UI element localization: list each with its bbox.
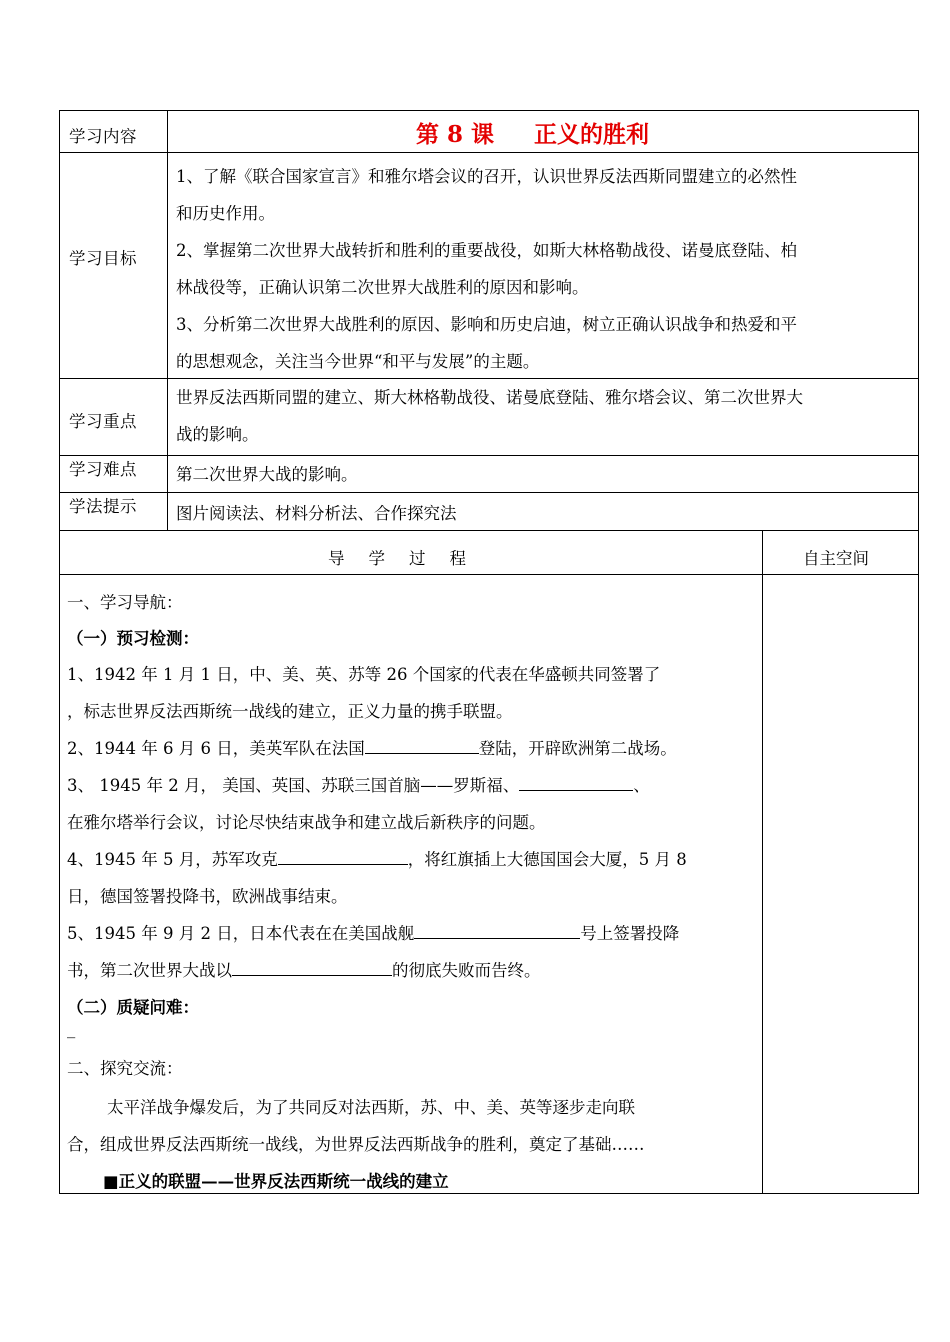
row-key-points bbox=[59, 378, 919, 455]
header-process: 导学过程 bbox=[328, 549, 490, 568]
header-self-space: 自主空间 bbox=[803, 549, 869, 568]
question-4-line2: 日，德国签署投降书，欧洲战事结束。 bbox=[67, 887, 348, 906]
answer-blank[interactable] bbox=[519, 776, 633, 791]
intro-line2: 合，组成世界反法西斯统一战线，为世界反法西斯战争的胜利，奠定了基础…… bbox=[67, 1135, 645, 1154]
question-5-line1: 5、1945 年 9 月 2 日，日本代表在在美国战舰 号上签署投降 bbox=[67, 924, 680, 943]
question-dash: _ bbox=[67, 1019, 76, 1038]
label-objectives: 学习目标 bbox=[69, 249, 137, 268]
lesson-plan-table bbox=[59, 110, 919, 1194]
question-1-line1: 1、1942 年 1 月 1 日，中、美、英、苏等 26 个国家的代表在华盛顿共同签署了 bbox=[67, 665, 661, 684]
label-difficulty: 学习难点 bbox=[69, 460, 137, 479]
answer-blank[interactable] bbox=[232, 961, 392, 976]
question-1-line2: ，标志世界反法西斯统一战线的建立，正义力量的携手联盟。 bbox=[67, 702, 513, 721]
sub-questions: （二）质疑问难： bbox=[67, 998, 199, 1017]
section-heading: ■正义的联盟——世界反法西斯统一战线的建立 bbox=[103, 1172, 449, 1191]
question-5-line2: 书，第二次世界大战以 的彻底失败而告终。 bbox=[67, 961, 541, 980]
question-2: 2、1944 年 6 月 6 日，美英军队在法国 登陆，开辟欧洲第二战场。 bbox=[67, 739, 677, 758]
objectives-text: 1、了解《联合国家宣言》和雅尔塔会议的召开，认识世界反法西斯同盟建立的必然性 和历史作用。 2、掌握第二次世界大战转折和胜利的重要战役，如斯大林格勒战役、诺曼底登陆、柏 林战役等，正确认识第二次世界大战胜利的原因和影响。 3、分析第二次世界大战胜利的原因、影响和历史启迪，树立正确认识战争和热爱和平 的思想观念，关注当今世界“和平与发展”的主题。 bbox=[176, 167, 797, 371]
section-explore: 二、探究交流： bbox=[67, 1059, 183, 1078]
row-objectives bbox=[59, 152, 919, 378]
section-navigation: 一、学习导航： bbox=[67, 593, 183, 612]
answer-blank[interactable] bbox=[278, 850, 408, 865]
intro-line1: 太平洋战争爆发后，为了共同反对法西斯，苏、中、美、英等逐步走向联 bbox=[107, 1098, 635, 1117]
row-content bbox=[59, 110, 919, 152]
answer-blank[interactable] bbox=[414, 924, 580, 939]
label-method: 学法提示 bbox=[69, 497, 137, 516]
question-3-line1: 3、 1945 年 2 月， 美国、英国、苏联三国首脑——罗斯福、 、 bbox=[67, 776, 650, 795]
guide-header-row bbox=[59, 530, 919, 574]
self-space-column[interactable] bbox=[763, 575, 918, 1193]
difficulty-text: 第二次世界大战的影响。 bbox=[176, 465, 358, 484]
question-4-line1: 4、1945 年 5 月，苏军攻克 ，将红旗插上大德国国会大厦，5 月 8 bbox=[67, 850, 687, 869]
guide-body-row bbox=[59, 574, 919, 1194]
row-difficulty bbox=[59, 455, 919, 492]
method-text: 图片阅读法、材料分析法、合作探究法 bbox=[176, 504, 457, 523]
label-key-points: 学习重点 bbox=[69, 412, 137, 431]
sub-preview-check: （一）预习检测： bbox=[67, 629, 199, 648]
guide-process-column bbox=[60, 575, 763, 1193]
row-method bbox=[59, 492, 919, 530]
label-content: 学习内容 bbox=[69, 127, 137, 146]
answer-blank[interactable] bbox=[365, 739, 479, 754]
lesson-title: 第 8 课 正义的胜利 bbox=[416, 121, 650, 148]
question-3-line2: 在雅尔塔举行会议，讨论尽快结束战争和建立战后新秩序的问题。 bbox=[67, 813, 546, 832]
key-points-text: 世界反法西斯同盟的建立、斯大林格勒战役、诺曼底登陆、雅尔塔会议、第二次世界大 战的影响。 bbox=[176, 388, 803, 444]
